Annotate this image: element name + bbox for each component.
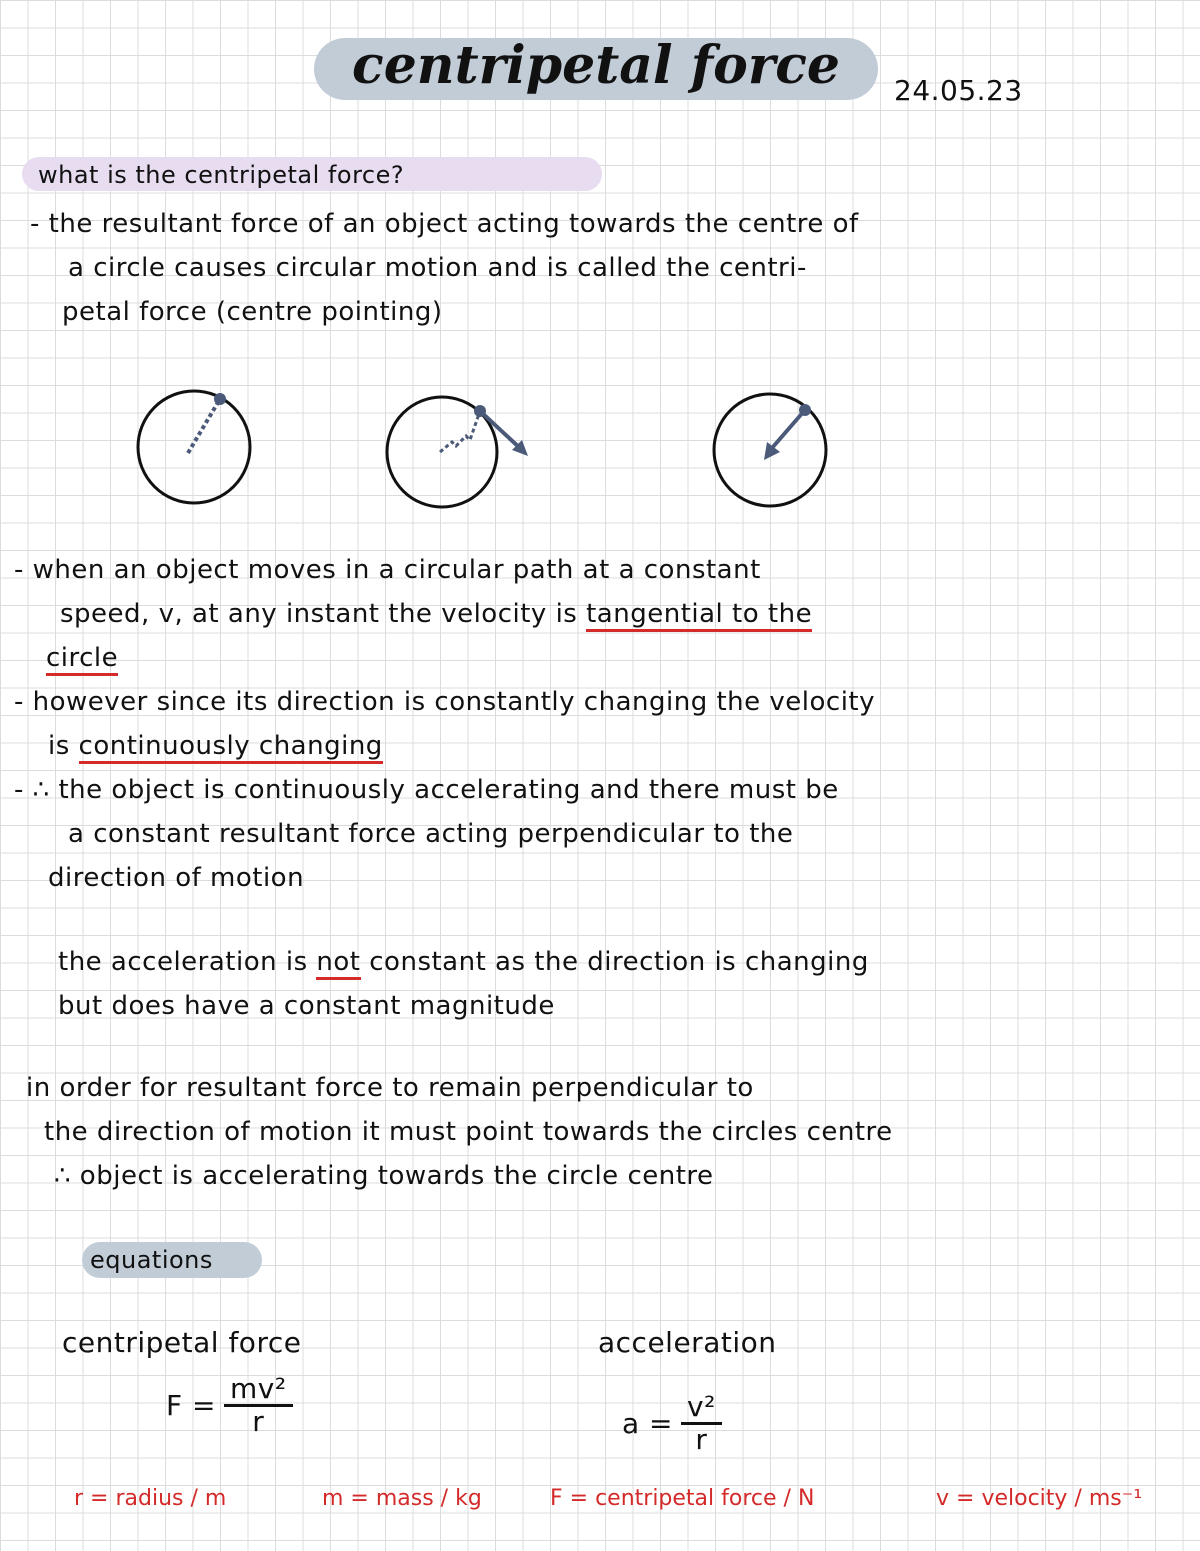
force-numerator: mv² <box>224 1374 293 1407</box>
point-2-text: is <box>48 731 79 761</box>
acceleration-note-text-b: constant as the direction is changing <box>360 947 869 977</box>
legend-velocity: v = velocity / ms⁻¹ <box>936 1486 1143 1511</box>
acceleration-note-line-1 <box>58 940 869 984</box>
date: 24.05.23 <box>894 74 1023 107</box>
question-heading: what is the centripetal force? <box>38 161 405 189</box>
point-3-line-3: direction of motion <box>48 863 305 893</box>
diagram-radius <box>138 391 250 503</box>
point-2-line-2 <box>48 724 383 768</box>
point-1-text: speed, v, at any instant the velocity is <box>60 599 587 629</box>
force-equation <box>166 1374 293 1437</box>
underline-not: not <box>316 947 360 980</box>
point-2-line-1: - however since its direction is constantly changing the velocity <box>14 687 876 717</box>
circular-motion-diagram <box>0 370 1200 520</box>
force-lhs: F = <box>166 1389 216 1422</box>
underline-tangential: tangential to the <box>586 599 812 632</box>
equations-heading: equations <box>90 1246 213 1274</box>
underline-continuously-changing: continuously changing <box>79 731 383 764</box>
underline-circle: circle <box>46 643 118 676</box>
point-1-line-1: - when an object moves in a circular path at a constant <box>14 555 761 585</box>
order-note-line-3: ∴ object is accelerating towards the circle centre <box>54 1161 714 1191</box>
point-3-line-1: - ∴ the object is continuously accelerating and there must be <box>14 775 839 805</box>
acceleration-denominator: r <box>695 1423 708 1456</box>
acceleration-equation <box>622 1392 722 1455</box>
point-3-line-2: a constant resultant force acting perpendicular to the <box>68 819 794 849</box>
order-note-line-1: in order for resultant force to remain perpendicular to <box>26 1073 754 1103</box>
diagram-force <box>714 394 826 506</box>
acceleration-note-line-2: but does have a constant magnitude <box>58 991 555 1021</box>
acceleration-fraction <box>681 1392 722 1455</box>
order-note-line-2: the direction of motion it must point towards the circles centre <box>44 1117 893 1147</box>
legend-mass: m = mass / kg <box>322 1486 482 1511</box>
force-fraction <box>224 1374 293 1437</box>
definition-line-3: petal force (centre pointing) <box>62 297 443 327</box>
point-1-line-3 <box>46 636 118 680</box>
force-denominator: r <box>252 1405 265 1438</box>
page-title: centripetal force <box>352 35 840 96</box>
acceleration-numerator: v² <box>681 1392 722 1425</box>
definition-line-1: - the resultant force of an object acting towards the centre of <box>30 209 859 239</box>
acceleration-heading: acceleration <box>598 1326 777 1359</box>
legend-force: F = centripetal force / N <box>550 1486 815 1511</box>
definition-line-2: a circle causes circular motion and is called the centri- <box>68 253 807 283</box>
point-1-line-2 <box>60 592 812 636</box>
legend-radius: r = radius / m <box>74 1486 227 1511</box>
acceleration-note-text-a: the acceleration is <box>58 947 317 977</box>
acceleration-lhs: a = <box>622 1407 674 1440</box>
diagram-velocity <box>387 397 528 507</box>
force-heading: centripetal force <box>62 1326 302 1359</box>
